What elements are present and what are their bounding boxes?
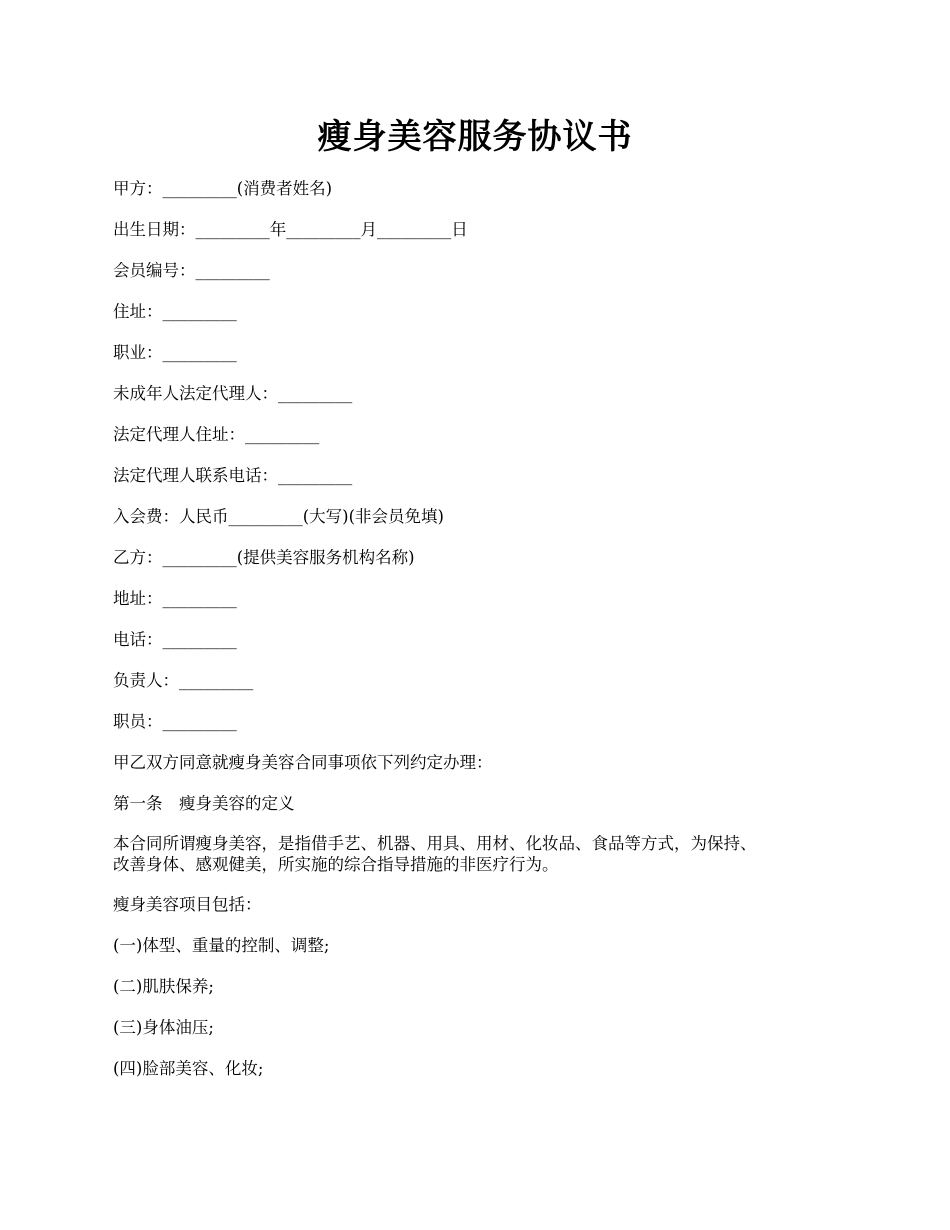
field-address: 住址：_________ — [113, 302, 237, 321]
list-item: (四)脸部美容、化妆; — [113, 1059, 264, 1078]
field-party-a: 甲方：_________(消费者姓名) — [113, 179, 333, 198]
field-party-b: 乙方：_________(提供美容服务机构名称) — [113, 548, 415, 567]
field-person-in-charge: 负责人：_________ — [113, 671, 254, 690]
field-legal-guardian: 未成年人法定代理人：_________ — [113, 384, 353, 403]
intro-text: 甲乙双方同意就瘦身美容合同事项依下列约定办理： — [113, 753, 493, 772]
field-member-number: 会员编号：_________ — [113, 261, 270, 280]
items-heading: 瘦身美容项目包括： — [113, 895, 262, 914]
field-membership-fee: 入会费：人民币_________(大写)(非会员免填) — [113, 507, 444, 526]
field-b-phone: 电话：_________ — [113, 630, 237, 649]
article-1-heading: 第一条 瘦身美容的定义 — [113, 794, 295, 813]
article-1-paragraph — [113, 833, 843, 875]
field-birth-date: 出生日期：_________年_________月_________日 — [113, 220, 468, 239]
list-item: (三)身体油压; — [113, 1018, 214, 1037]
list-item: (一)体型、重量的控制、调整; — [113, 936, 330, 955]
list-item: (二)肌肤保养; — [113, 977, 214, 996]
field-guardian-address: 法定代理人住址：_________ — [113, 425, 320, 444]
field-b-address: 地址：_________ — [113, 589, 237, 608]
field-occupation: 职业：_________ — [113, 343, 237, 362]
document-title: 瘦身美容服务协议书 — [317, 117, 633, 157]
article-1-line: 本合同所谓瘦身美容，是指借手艺、机器、用具、用材、化妆品、食品等方式，为保持、 — [113, 834, 757, 853]
article-1-line: 改善身体、感观健美，所实施的综合指导措施的非医疗行为。 — [113, 855, 559, 874]
document-body — [113, 177, 843, 1098]
field-staff: 职员：_________ — [113, 712, 237, 731]
field-guardian-phone: 法定代理人联系电话：_________ — [113, 466, 353, 485]
